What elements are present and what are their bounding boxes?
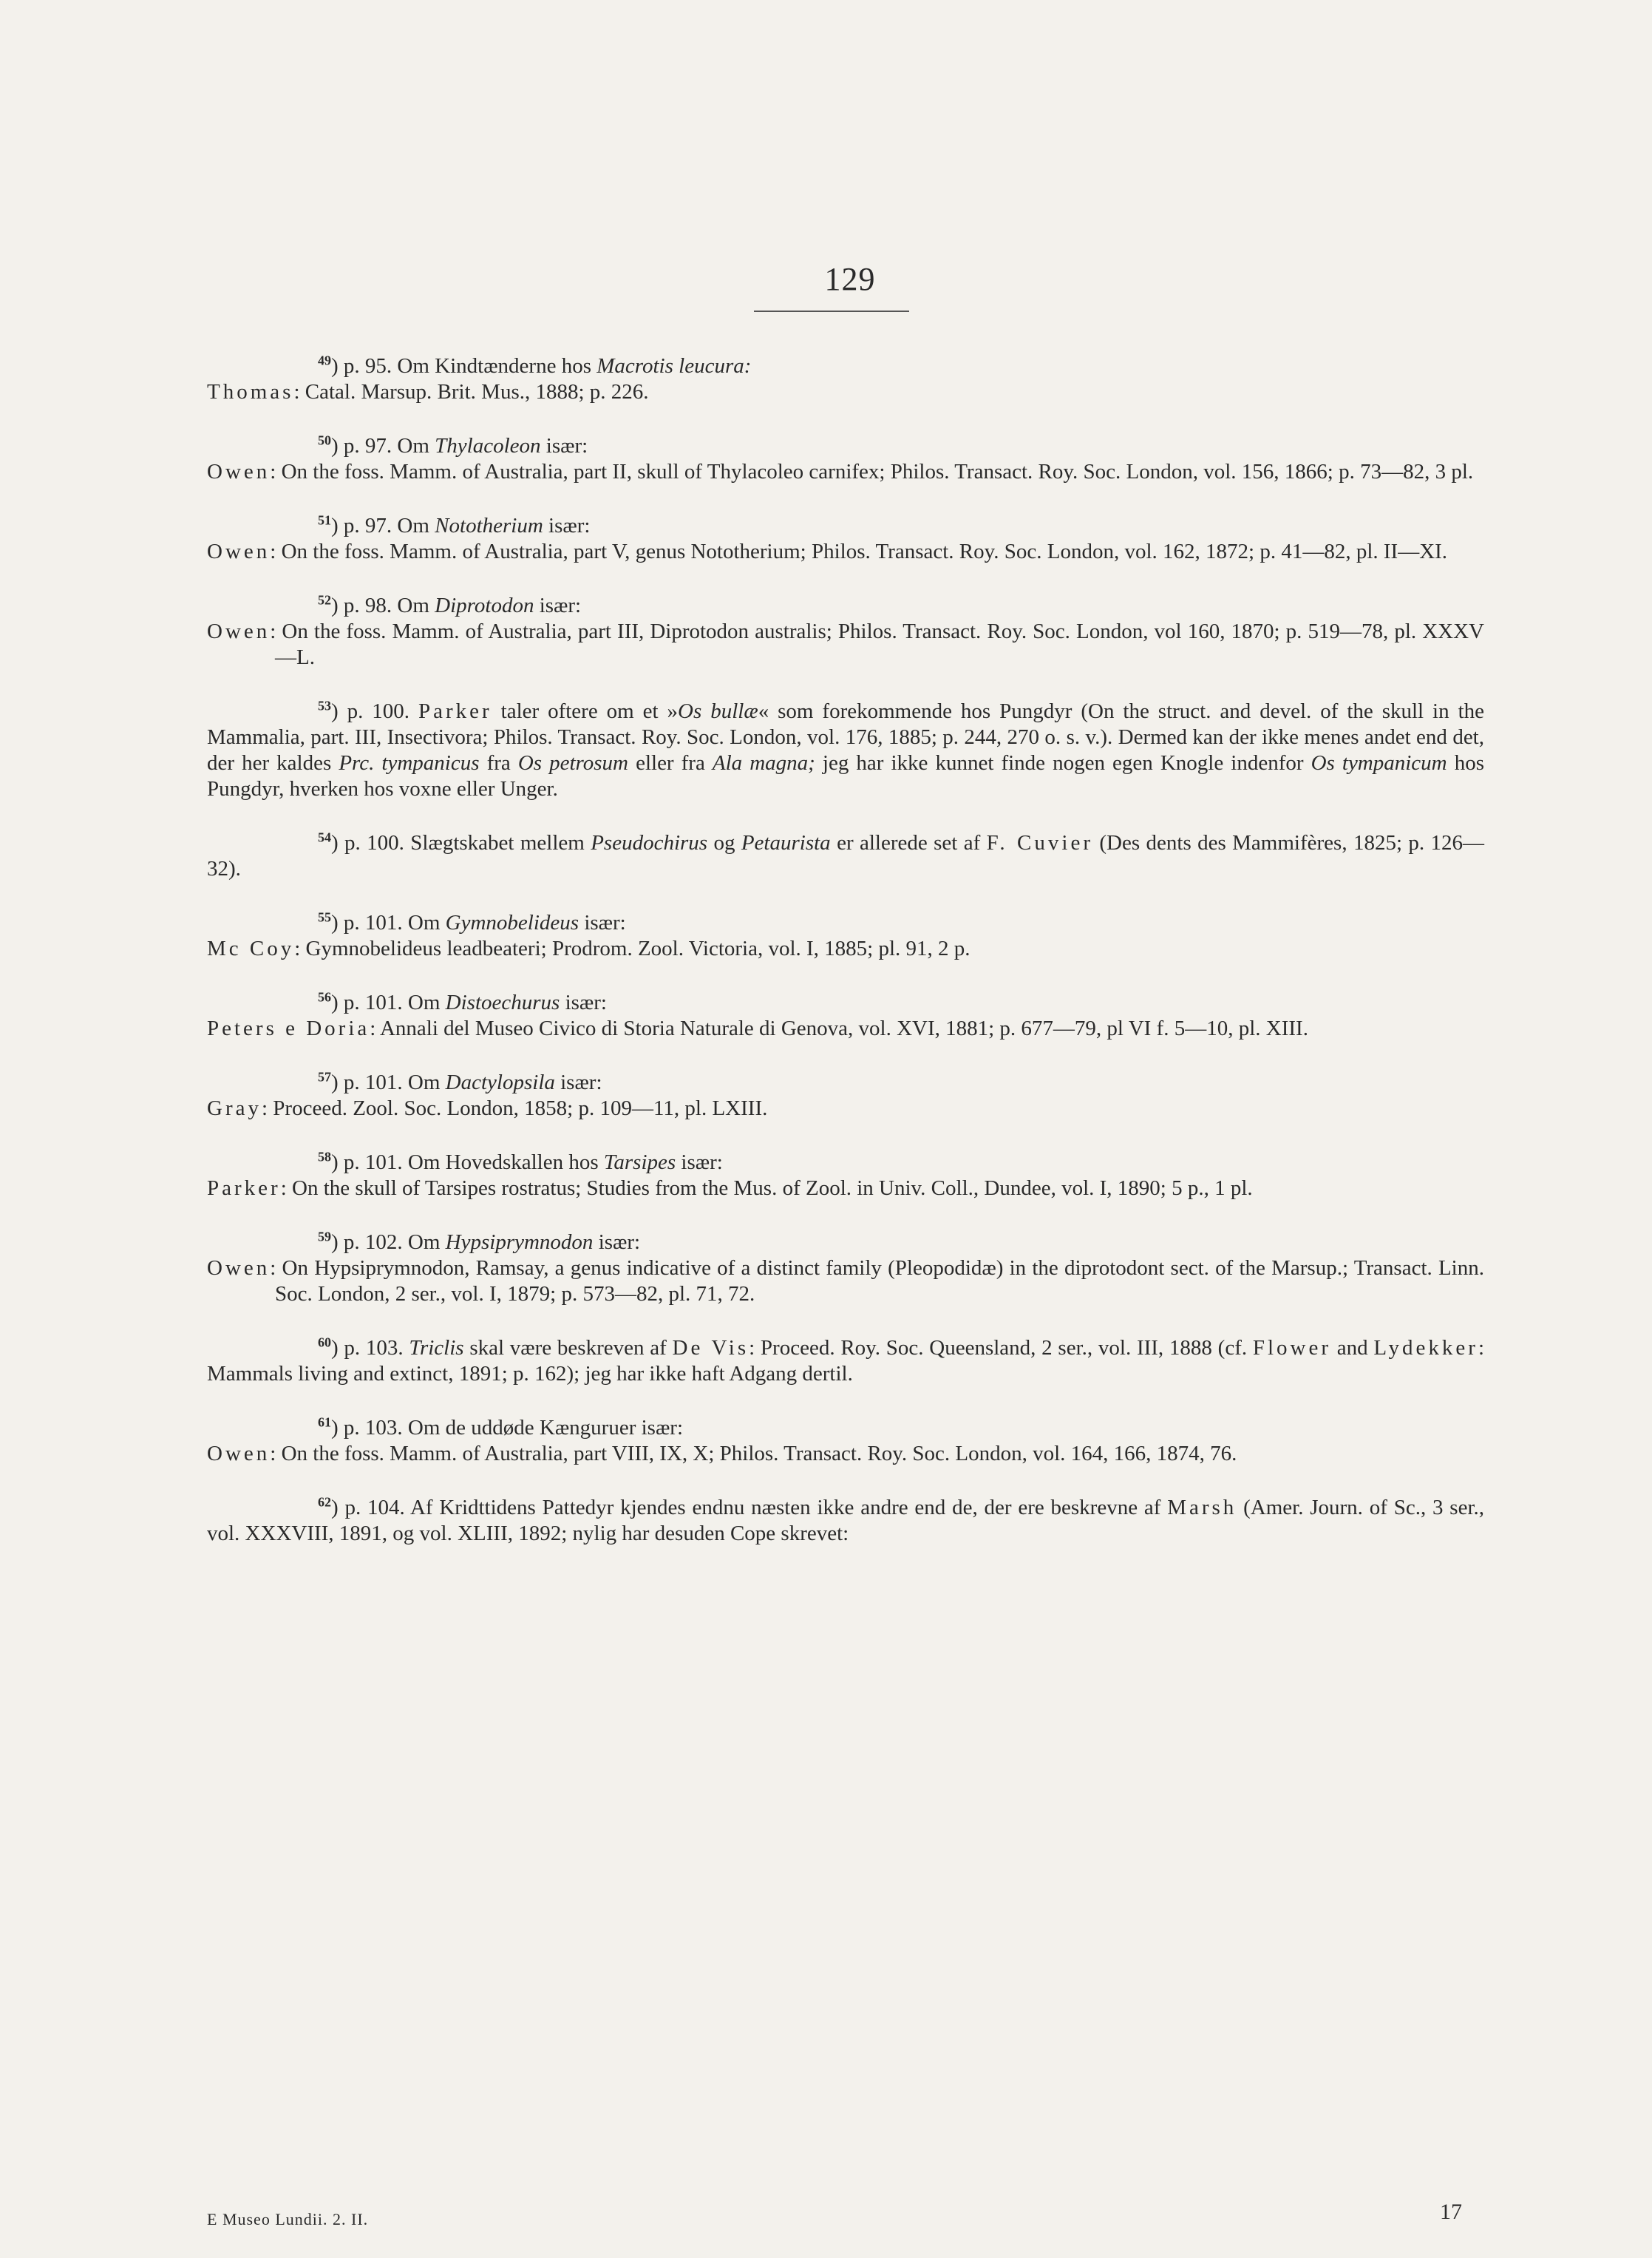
taxon: Hypsiprymnodon	[445, 1230, 594, 1254]
endnotes	[207, 353, 1484, 1575]
taxon: Pseudochirus	[591, 831, 708, 855]
author: Flower	[1252, 1336, 1332, 1360]
taxon: Nototherium	[435, 514, 543, 538]
note-number: 58	[318, 1149, 331, 1164]
note-61: $^{61}$) p. 103. Om de uddøde Kænguruer især: Owen: On the foss. Mamm. of Australia, part VIII, IX, X; Philos. Transact. Roy. Soc. London, vol. 164, 166, 1874, 76.	[207, 1414, 1237, 1465]
taxon: Macrotis leucura:	[596, 354, 752, 378]
note-53: $^{53}$) p. 100. Parker taler oftere om et »Os bullæ« som forekommende hos Pungdyr (On the struct. and devel. of the skull in the Mammalia, part. III, Insectivora; Philos. Transact. Roy. Soc. London, vol. 176, 1885; p. 244, 270 o. s. v.). Dermed kan der ikke menes andet end det, der her kaldes Prc. tympanicus fra Os petrosum eller fra Ala magna; jeg har ikke kunnet finde nogen egen Knogle indenfor Os tympanicum hos Pungdyr, hverken hos voxne eller Unger.	[207, 698, 1484, 801]
note-number: 51	[318, 512, 331, 528]
taxon: Diprotodon	[435, 594, 534, 617]
note-number: 53	[318, 698, 331, 713]
taxon: Thylacoleon	[435, 434, 541, 458]
author: Parker	[207, 1176, 281, 1200]
taxon: Tarsipes	[603, 1150, 676, 1174]
author: Lydekker	[1373, 1336, 1478, 1360]
author: De Vis	[672, 1336, 749, 1360]
note-number: 57	[318, 1069, 331, 1085]
note-number: 55	[318, 909, 331, 925]
note-number: 59	[318, 1229, 331, 1244]
taxon: Dactylopsila	[445, 1071, 555, 1094]
author: Gray	[207, 1096, 262, 1120]
note-number: 62	[318, 1494, 331, 1510]
note-number: 52	[318, 592, 331, 608]
author: Thomas	[207, 380, 294, 404]
author: Owen	[207, 1256, 271, 1280]
author: Mc Coy	[207, 937, 295, 960]
note-number: 50	[318, 433, 331, 448]
taxon: Petaurista	[741, 831, 831, 855]
note-55: $^{55}$) p. 101. Om Gymnobelideus især: Mc Coy: Gymnobelideus leadbeateri; Prodrom. Zool. Victoria, vol. I, 1885; pl. 91, 2 p.	[207, 909, 971, 960]
note-54: $^{54}$) p. 100. Slægtskabet mellem Pseudochirus og Petaurista er allerede set af F. Cuvier (Des dents des Mammifères, 1825; p. 126—32).	[207, 830, 1485, 881]
taxon: Distoechurus	[445, 991, 560, 1014]
note-59: $^{59}$) p. 102. Om Hypsiprymnodon især: Owen: On Hypsiprymnodon, Ramsay, a genus indicative of a distinct family (Pleopodidæ) in the diprotodont sect. of the Marsup.; Transact. Linn. Soc. London, 2 ser., vol. I, 1879; p. 573—82, pl. 71, 72.	[207, 1229, 1484, 1306]
author: Peters e Doria	[207, 1017, 370, 1040]
author: Marsh	[1167, 1496, 1237, 1519]
author: Owen	[207, 540, 271, 563]
author: Parker	[418, 699, 492, 723]
note-number: 61	[318, 1414, 331, 1430]
taxon: Triclis	[409, 1336, 464, 1360]
author: Owen	[207, 620, 271, 643]
note-number: 56	[318, 989, 331, 1005]
author: Owen	[207, 1442, 271, 1465]
author: F. Cuvier	[986, 831, 1093, 855]
author: Owen	[207, 460, 271, 484]
page-number: 129	[824, 261, 876, 297]
note-number: 60	[318, 1335, 331, 1350]
note-number: 54	[318, 830, 331, 845]
note-49: $^{49}$) p. 95. Om Kindtænderne hos Macrotis leucura: Thomas: Catal. Marsup. Brit. Mus., 1888; p. 226.	[207, 353, 752, 404]
note-number: 49	[318, 353, 331, 368]
note-60: $^{60}$) p. 103. Triclis skal være beskreven af De Vis: Proceed. Roy. Soc. Queensland, 2 ser., vol. III, 1888 (cf. Flower and Lydekker: Mammals living and extinct, 1891; p. 162); jeg har ikke haft Adgang dertil.	[207, 1335, 1484, 1386]
sheet-number: 17	[1440, 2200, 1462, 2224]
note-52: $^{52}$) p. 98. Om Diprotodon især: Owen: On the foss. Mamm. of Australia, part III, Diprotodon australis; Philos. Transact. Roy. Soc. London, vol 160, 1870; p. 519—78, pl. XXXV—L.	[207, 592, 1484, 669]
taxon: Gymnobelideus	[445, 911, 579, 935]
signature-mark: E Museo Lundii. 2. II.	[207, 2210, 369, 2228]
note-58: $^{58}$) p. 101. Om Hovedskallen hos Tarsipes især: Parker: On the skull of Tarsipes rostratus; Studies from the Mus. of Zool. in Univ. Coll., Dundee, vol. I, 1890; 5 p., 1 pl.	[207, 1149, 1253, 1200]
note-50: $^{50}$) p. 97. Om Thylacoleon især: Owen: On the foss. Mamm. of Australia, part II, skull of Thylacoleo carnifex; Philos. Transact. Roy. Soc. London, vol. 156, 1866; p. 73—82, 3 pl.	[207, 433, 1474, 484]
note-57: $^{57}$) p. 101. Om Dactylopsila især: Gray: Proceed. Zool. Soc. London, 1858; p. 109—11, pl. LXIII.	[207, 1069, 768, 1120]
note-56: $^{56}$) p. 101. Om Distoechurus især: Peters e Doria: Annali del Museo Civico di Storia Naturale di Genova, vol. XVI, 1881; p. 677—79, pl VI f. 5—10, pl. XIII.	[207, 989, 1308, 1040]
page-number-rule	[754, 311, 909, 312]
note-62: $^{62}$) p. 104. Af Kridttidens Pattedyr kjendes endnu næsten ikke andre end de, der ere beskrevne af Marsh (Amer. Journ. of Sc., 3 ser., vol. XXXVIII, 1891, og vol. XLIII, 1892; nylig har desuden Cope skrevet:	[207, 1494, 1484, 1545]
note-51: $^{51}$) p. 97. Om Nototherium især: Owen: On the foss. Mamm. of Australia, part V, genus Nototherium; Philos. Transact. Roy. Soc. London, vol. 162, 1872; p. 41—82, pl. II—XI.	[207, 512, 1448, 563]
